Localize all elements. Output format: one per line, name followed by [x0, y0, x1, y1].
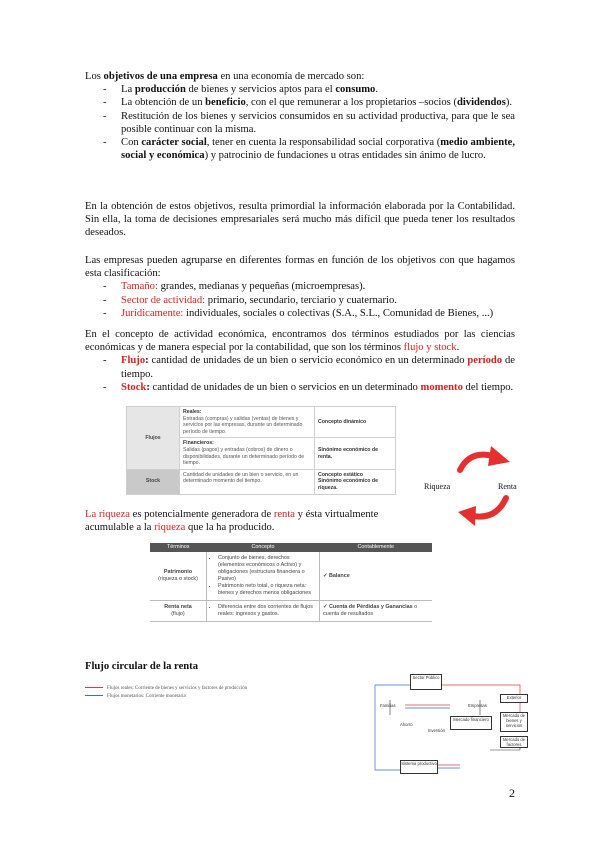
legend-blue-line-icon: [85, 695, 103, 696]
label-inversion: Inversión: [428, 728, 445, 733]
box-mercado-bienes: Mercado de bienes y servicios: [500, 712, 528, 732]
box-exterior: Exterior: [500, 694, 528, 703]
table-row: Patrimonio (riqueza o stock) • Conjunto de bienes, derechos (elementos económicos o Activo) y obligaciones (estructura financiera o Pasivo) • Patrimonio neto total, o riqueza neta: bienes y derechos menos obligaciones ✓ Balance: [150, 552, 432, 601]
flujo-stock-section: [85, 328, 515, 394]
clasificacion-item: - Jurídicamente: individuales, sociales o colectivas (S.A., S.L., Comunidad de Bienes, ...): [103, 307, 515, 320]
label-empresas: Empresas: [468, 703, 487, 708]
stock-definition: - Stock: cantidad de unidades de un bien o servicios en un determinado momento del tiempo.: [103, 381, 515, 394]
clasificacion-section: [85, 254, 515, 320]
objective-item: - La producción de bienes y servicios aptos para el consumo.: [103, 83, 515, 96]
table-header: Términos Concepto Contablemente: [150, 543, 432, 552]
flujo-stock-intro: En el concepto de actividad económica, encontramos dos términos estudiados por las ciencias económicas y de manera especial por la contabilidad, que son los términos flujo y stock.: [85, 329, 515, 354]
objective-item: - Restitución de los bienes y servicios consumidos en su actividad productiva, para que le sea posible continuar con la misma.: [103, 110, 515, 136]
stock-label: Stock: [127, 469, 180, 494]
flujo-stock-table: [126, 406, 396, 495]
flujo-circular-title: Flujo circular de la renta: [85, 661, 198, 672]
flujo-definition: - Flujo: cantidad de unidades de un bien o servicio económico en un determinado período de tiempo.: [103, 354, 515, 380]
stock-cell: Cantidad de unidades de un bien o servicio, en un determinado momento del tiempo.: [180, 469, 315, 494]
clasificacion-item: - Tamaño: grandes, medianas y pequeñas (microempresas).: [103, 280, 515, 293]
clasificacion-item: - Sector de actividad: primario, secundario, terciario y cuaternario.: [103, 294, 515, 307]
patrimonio-renta-table: [150, 543, 432, 622]
page-number: 2: [509, 786, 515, 800]
cycle-label-renta: Renta: [498, 482, 517, 491]
legend-real-flow: Flujos reales: Corriente de bienes y servicios y factores de producción: [85, 686, 247, 692]
clasificacion-list: [85, 280, 515, 320]
label-ahorro: Ahorro: [400, 722, 413, 727]
cycle-arrowhead-top: [488, 446, 510, 466]
objectives-section: [85, 70, 515, 162]
objective-item: - Con carácter social, tener en cuenta la responsabilidad social corporativa (medio ambiente, social y económica) y patrocinio de fundaciones u otras entidades sin ánimo de lucro.: [103, 136, 515, 162]
box-mercado-financiero: Mercado financiero: [450, 716, 492, 730]
stock-concept: Concepto estático Sinónimo económico de riqueza.: [315, 469, 396, 494]
box-sistema-productivo: Sistema productivo: [400, 760, 438, 774]
cycle-arrow-bottom: [473, 498, 506, 517]
objectives-intro: Los objetivos de una empresa en una economía de mercado son:: [85, 71, 365, 82]
legend-red-line-icon: [85, 687, 103, 688]
riqueza-paragraph: La riqueza es potencialmente generadora de renta y ésta virtualmente acumulable a la riqueza que la ha producido.: [85, 509, 379, 534]
box-sector-publico: Sector Público: [410, 674, 442, 690]
objectives-list: [85, 83, 515, 162]
label-familias: Familias: [380, 703, 396, 708]
cycle-arrow-top: [460, 455, 493, 470]
flujos-label: Flujos: [127, 407, 180, 470]
box-mercado-factores: Mercado de factores: [500, 736, 528, 748]
concepto-dinamico: Concepto dinámico: [315, 407, 396, 438]
reales-cell: Reales: Entradas (compras) y salidas (ventas) de bienes y servicios por las empresas, durante un determinado período de tiempo.: [180, 407, 315, 438]
cycle-arrowhead-bottom: [458, 506, 476, 526]
sinonimo-renta: Sinónimo económico de renta.: [315, 438, 396, 469]
contabilidad-paragraph: En la obtención de estos objetivos, resulta primordial la información elaborada por la Contabilidad. Sin ella, la toma de decisiones empresariales será mucho más difícil que pueda tener los resultados deseados.: [85, 201, 515, 239]
cycle-label-riqueza: Riqueza: [424, 482, 451, 491]
financieros-cell: Financieros: Salidas (pagos) y entradas (cobros) de dinero o disponibilidades, durante un determinado período de tiempo.: [180, 438, 315, 469]
objective-item: - La obtención de un beneficio, con el que remunerar a los propietarios –socios (dividendos).: [103, 96, 515, 109]
table-row: Renta neta (flujo) • Diferencia entre dos corrientes de flujos reales: ingresos y gastos. ✓ Cuenta de Pérdidas y Ganancias o cuenta de resultados: [150, 601, 432, 622]
clasificacion-intro: Las empresas pueden agruparse en diferentes formas en función de los objetivos con que hagamos esta clasificación:: [85, 255, 515, 280]
flujo-stock-list: [85, 354, 515, 394]
legend-money-flow: Flujos monetarios: Corriente monetaria: [85, 694, 186, 700]
